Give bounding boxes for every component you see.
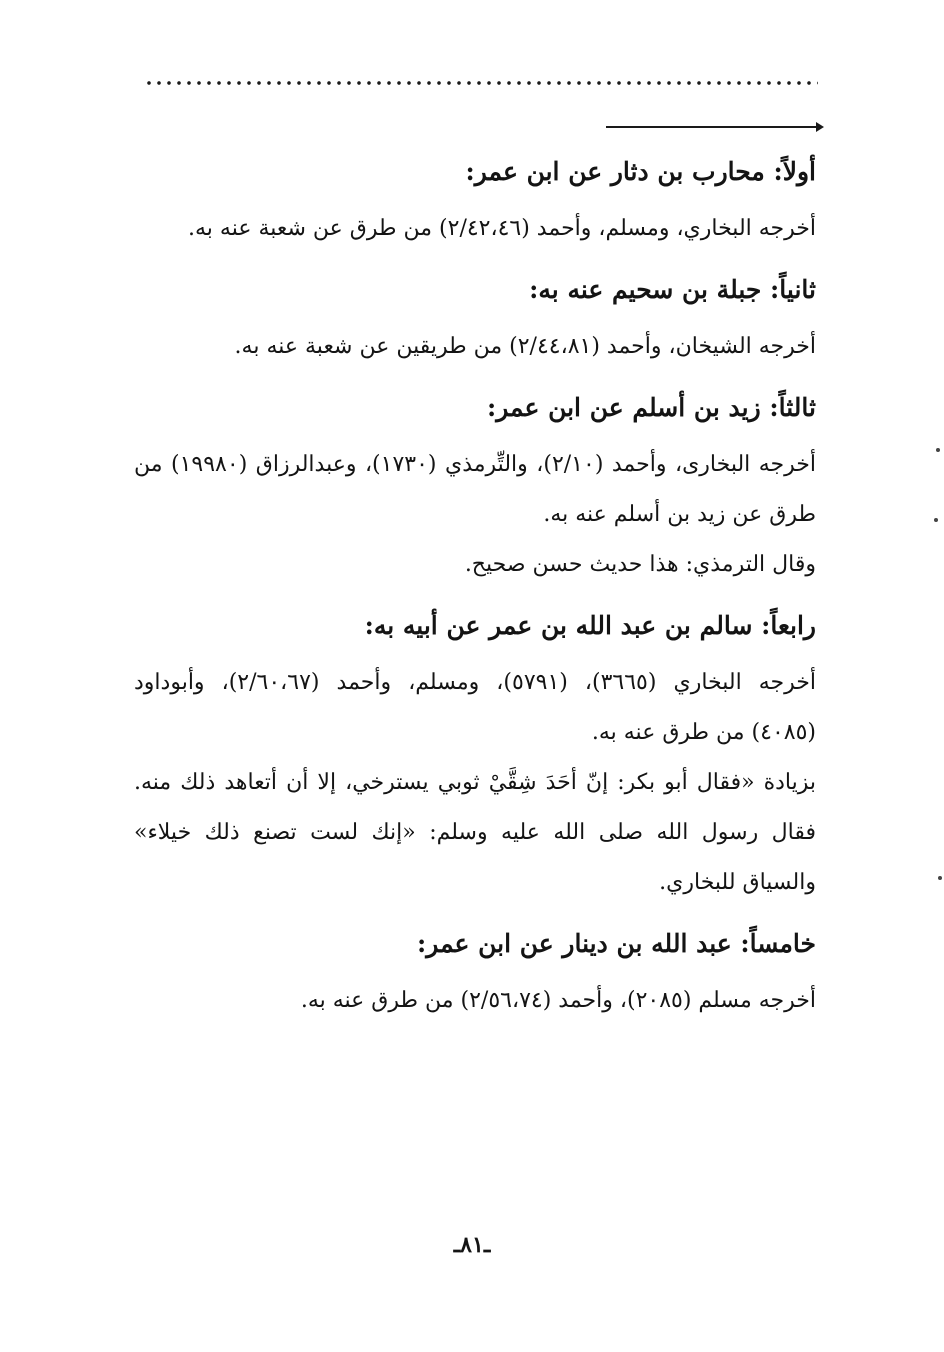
margin-speck <box>934 518 938 522</box>
margin-speck <box>938 876 942 880</box>
section-heading: أولاً: محارب بن دثار عن ابن عمر: <box>465 157 816 186</box>
section-paragraph: بزيادة «فقال أبو بكر: إنّ أحَدَ شِقَّيْ ثوبي يسترخي، إلا أن أتعاهد ذلك منه. فقال رسول الله صلى الله عليه وسلم: «إنك لست تصنع ذلك خيلاء» والسياق للبخاري. <box>134 770 816 895</box>
section-2 <box>134 268 816 372</box>
margin-speck <box>936 448 940 452</box>
section-5 <box>134 922 816 1026</box>
dotted-rule <box>144 80 818 86</box>
section-paragraph: أخرجه البخارى، وأحمد (٢/١٠)، والتِّرمذي (١٧٣٠)، وعبدالرزاق (١٩٩٨٠) من طرق عن زيد بن أسلم عنه به. <box>134 452 817 527</box>
section-paragraph: أخرجه الشيخان، وأحمد (٢/٤٤،٨١) من طريقين عن شعبة عنه به. <box>234 334 816 359</box>
section-paragraph: وقال الترمذي: هذا حديث حسن صحيح. <box>464 552 816 577</box>
section-4 <box>134 604 816 908</box>
section-paragraph: أخرجه البخاري (٣٦٦٥)، (٥٧٩١)، ومسلم، وأحمد (٢/٦٠،٦٧)، وأبوداود (٤٠٨٥) من طرق عنه به. <box>134 670 816 745</box>
section-3 <box>134 386 816 590</box>
page-number: ـ٨١ـ <box>453 1232 491 1258</box>
section-paragraph: أخرجه البخاري، ومسلم، وأحمد (٢/٤٢،٤٦) من طرق عن شعبة عنه به. <box>188 216 816 241</box>
arrow-icon <box>816 122 824 132</box>
arrow-rule <box>606 126 816 128</box>
page-body <box>134 150 816 1026</box>
section-heading: ثالثاً: زيد بن أسلم عن ابن عمر: <box>486 393 816 422</box>
section-heading: رابعاً: سالم بن عبد الله بن عمر عن أبيه به: <box>364 611 816 640</box>
section-1 <box>134 150 816 254</box>
section-heading: خامساً: عبد الله بن دينار عن ابن عمر: <box>417 929 816 958</box>
section-paragraph: أخرجه مسلم (٢٠٨٥)، وأحمد (٢/٥٦،٧٤) من طرق عنه به. <box>300 988 816 1013</box>
section-heading: ثانياً: جبلة بن سحيم عنه به: <box>529 275 816 304</box>
